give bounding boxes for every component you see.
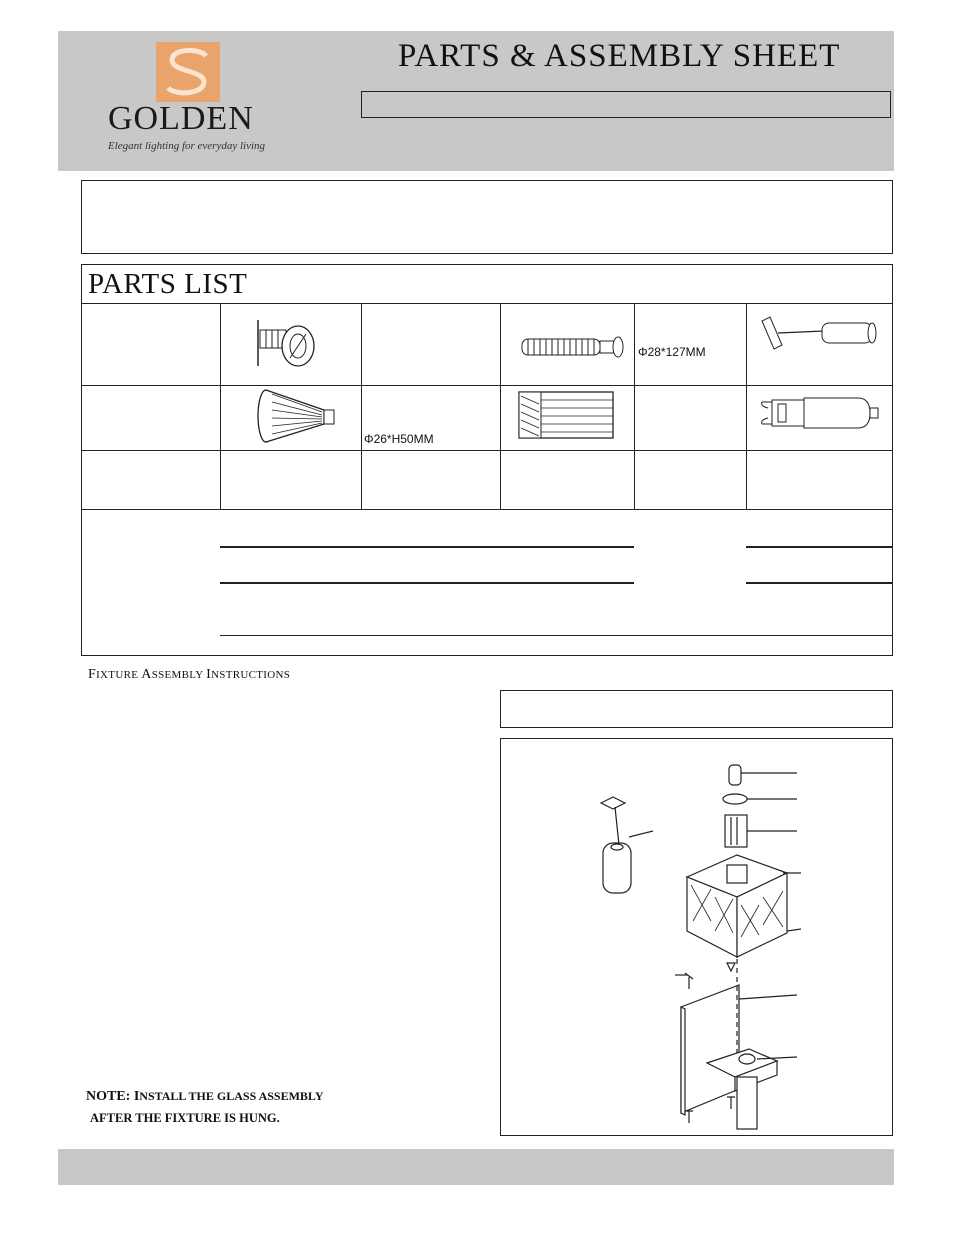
grid-line (220, 303, 221, 509)
footer-band (58, 1149, 894, 1185)
assembly-diagram-icon (501, 739, 892, 1135)
form-line (220, 635, 893, 636)
form-line (220, 546, 634, 548)
description-box (81, 180, 893, 254)
grid-line (500, 303, 501, 509)
glass-stem-icon (758, 315, 882, 355)
long-screw-icon (518, 333, 630, 363)
g9-bulb-icon (758, 392, 882, 434)
grid-line (81, 450, 893, 451)
golden-logo-icon (156, 42, 220, 102)
grid-line (361, 303, 362, 509)
model-number-box (361, 91, 891, 118)
screw-dimension: Φ28*127MM (638, 345, 706, 359)
form-line (220, 582, 634, 584)
grid-line (81, 303, 893, 304)
brand-name: GOLDEN (108, 100, 254, 137)
thumb-screw-icon (250, 316, 322, 372)
instructions-heading: FIXTURE ASSEMBLY INSTRUCTIONS (88, 667, 291, 682)
note-line-1: NOTE: INSTALL THE GLASS ASSEMBLY (86, 1089, 324, 1104)
brand-tagline: Elegant lighting for everyday living (108, 140, 266, 152)
parts-list-heading: PARTS LIST (88, 268, 248, 300)
form-line (746, 546, 893, 548)
note-line-2: AFTER THE FIXTURE IS HUNG. (90, 1111, 280, 1125)
form-line (746, 582, 893, 584)
connector-dimension: Φ26*H50MM (364, 432, 434, 446)
grid-line (81, 385, 893, 386)
page-title: PARTS & ASSEMBLY SHEET (398, 38, 841, 74)
grid-line (634, 303, 635, 509)
mounting-tape-icon (517, 390, 615, 440)
diagram-title-box (500, 690, 893, 728)
grid-line (746, 303, 747, 509)
grid-line (81, 509, 893, 510)
wire-connector-icon (254, 388, 338, 446)
